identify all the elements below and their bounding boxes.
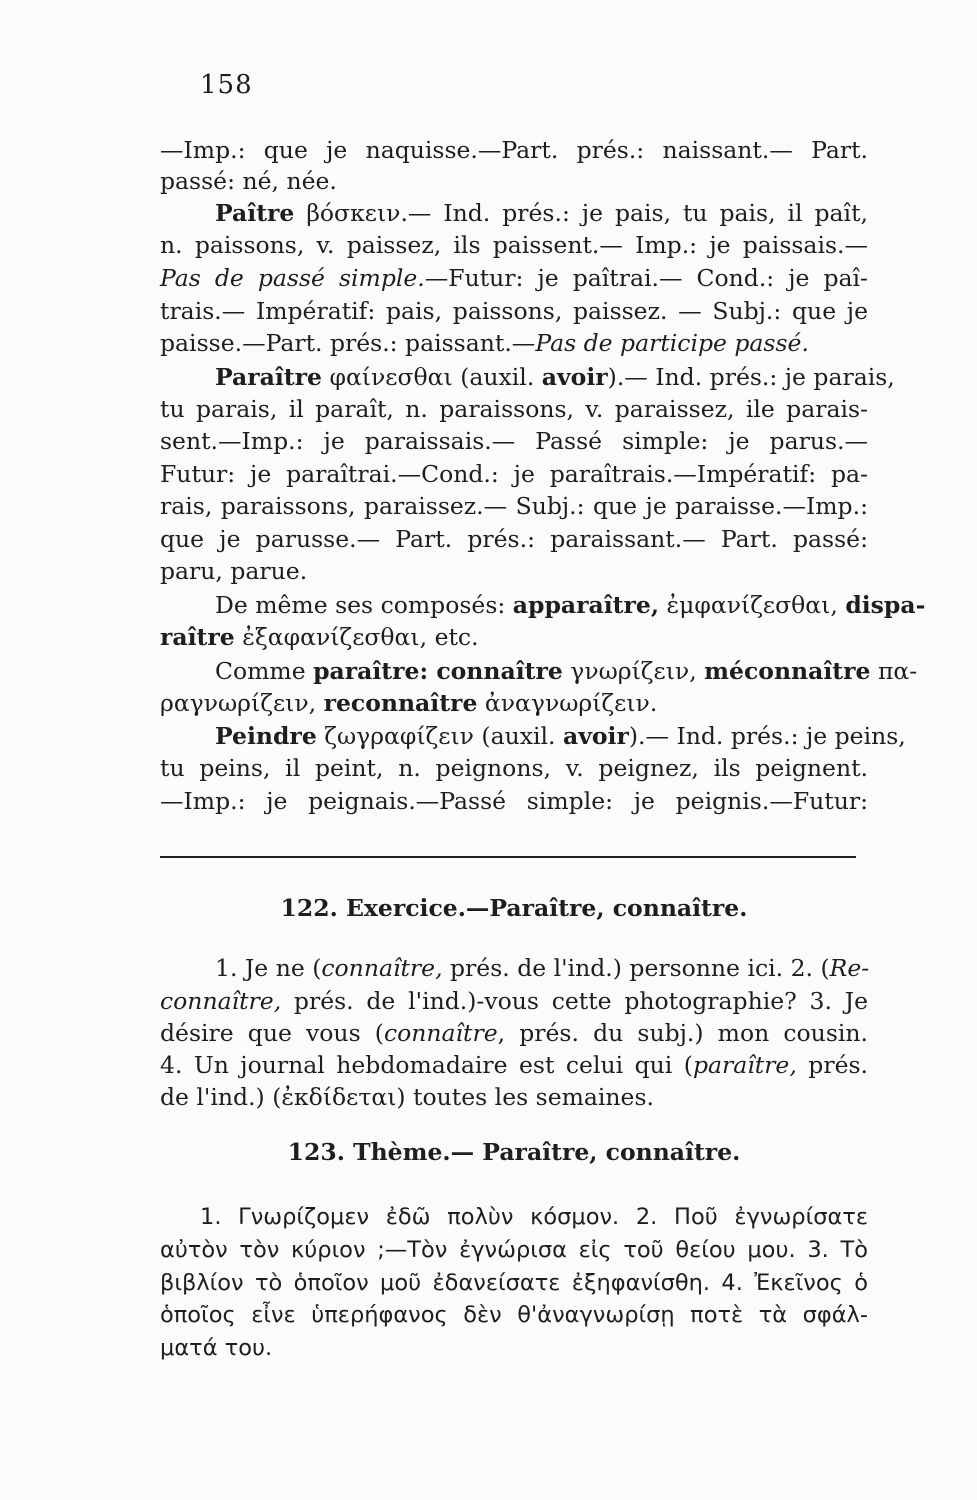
peindre-line-3: —Imp.: je peignais.—Passé simple: je peignis.—Futur: — [160, 787, 868, 815]
naitre-line-1: —Imp.: que je naquisse.—Part. prés.: naissant.— Part. — [160, 136, 868, 164]
paraitre-head: Paraître — [215, 363, 322, 391]
composes-line-2: raître ἐξαφανίζεσθαι, etc. — [160, 623, 479, 651]
paraitre-line-2: tu parais, il paraît, n. paraissons, v. paraissez, ile parais- — [160, 395, 868, 423]
paraitre-line-6: que je parusse.— Part. prés.: paraissant.— Part. passé: — [160, 525, 868, 553]
paraitre-line-1: Paraître φαίνεσθαι (auxil. avoir).— Ind. prés.: je parais, — [215, 363, 895, 391]
paraitre-line-5: rais, paraissons, paraissez.— Subj.: que je paraisse.—Imp.: — [160, 492, 868, 520]
exercise-line-2: connaître, prés. de l'ind.)-vous cette photographie? 3. Je — [160, 987, 868, 1015]
paitre-head: Paître — [215, 199, 295, 227]
paitre-line-5: paisse.—Part. prés.: paissant.—Pas de participe passé. — [160, 329, 809, 357]
exercise-line-1: 1. Je ne (connaître, prés. de l'ind.) personne ici. 2. (Re- — [215, 954, 870, 982]
theme-line-2: αὐτὸν τὸν κύριον ;—Τὸν ἐγνώρισα εἰς τοῦ θείου μου. 3. Τὸ — [160, 1237, 868, 1263]
exercise-line-3: désire que vous (connaître, prés. du subj.) mon cousin. — [160, 1019, 868, 1047]
paitre-line-2: n. paissons, v. paissez, ils paissent.— Imp.: je paissais.— — [160, 231, 868, 259]
paraitre-line-7: paru, parue. — [160, 557, 308, 585]
exercise-heading: 122. Exercice.—Paraître, connaître. — [280, 894, 748, 922]
paraitre-line-4: Futur: je paraîtrai.—Cond.: je paraîtrais.—Impératif: pa- — [160, 460, 868, 488]
paitre-line-3: Pas de passé simple.—Futur: je paîtrai.— Cond.: je paî- — [160, 264, 868, 292]
theme-heading: 123. Thème.— Paraître, connaître. — [287, 1138, 741, 1166]
comme-line-2: ραγνωρίζειν, reconnaître ἀναγνωρίζειν. — [160, 689, 658, 717]
theme-line-4: ὁποῖος εἶνε ὑπερήφανος δὲν θ'ἀναγνωρίσῃ ποτὲ τὰ σφάλ- — [160, 1302, 868, 1328]
naitre-line-2: passé: né, née. — [160, 167, 337, 195]
theme-line-1: 1. Γνωρίζομεν ἐδῶ πολὺν κόσμον. 2. Ποῦ ἐγνωρίσατε — [200, 1204, 868, 1230]
composes-line-1: De même ses composés: apparaître, ἐμφανίζεσθαι, dispa- — [215, 591, 926, 619]
paraitre-line-3: sent.—Imp.: je paraissais.— Passé simple: je parus.— — [160, 427, 868, 455]
exercise-line-4: 4. Un journal hebdomadaire est celui qui (paraître, prés. — [160, 1051, 869, 1079]
paitre-line-1: Paître βόσκειν.— Ind. prés.: je pais, tu pais, il paît, — [215, 199, 868, 227]
section-divider — [160, 856, 856, 858]
comme-line-1: Comme paraître: connaître γνωρίζειν, méconnaître πα- — [215, 657, 918, 685]
theme-line-3: βιβλίον τὸ ὁποῖον μοῦ ἐδανείσατε ἐξηφανίσθη. 4. Ἐκεῖνος ὁ — [160, 1270, 868, 1296]
peindre-head: Peindre — [215, 722, 317, 750]
peindre-line-2: tu peins, il peint, n. peignons, v. peignez, ils peignent. — [160, 754, 868, 782]
page-number: 158 — [200, 70, 253, 100]
exercise-line-5: de l'ind.) (ἐκδίδεται) toutes les semaines. — [160, 1083, 654, 1111]
theme-line-5: ματά του. — [160, 1335, 273, 1361]
peindre-line-1: Peindre ζωγραφίζειν (auxil. avoir).— Ind. prés.: je peins, — [215, 722, 906, 750]
paitre-line-4: trais.— Impératif: pais, paissons, paissez. — Subj.: que je — [160, 297, 868, 325]
